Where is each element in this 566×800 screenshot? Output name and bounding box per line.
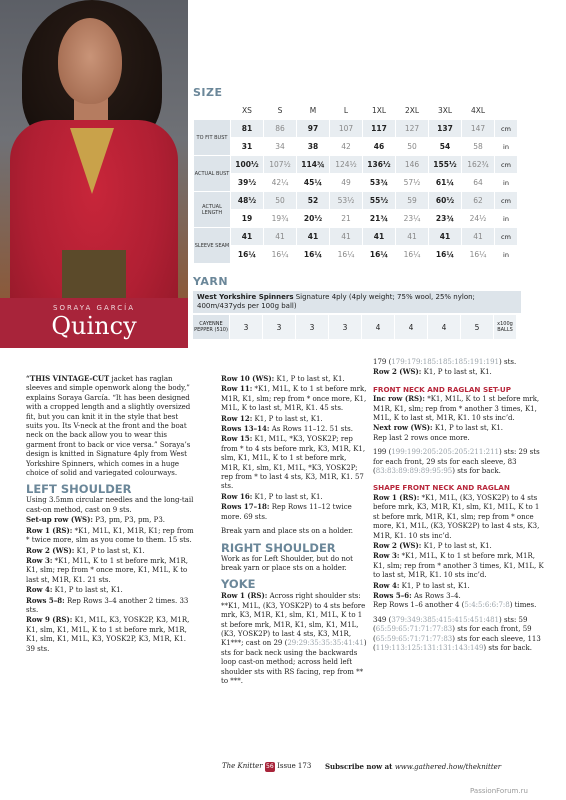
designer-name: SORAYA GARCÍA [53,304,135,312]
size-value: 50 [264,192,297,210]
size-table-body [194,120,518,264]
page-number: 56 [266,763,274,770]
subscribe-line: Subscribe now at www.gathered.how/theknitter [325,762,502,771]
unit-label: in [495,210,518,228]
size-value: 20½ [297,210,330,228]
unit-label: cm [495,156,518,174]
yarn-balls: 4 [428,315,461,339]
page-footer [222,762,552,772]
size-value: 97 [297,120,330,138]
size-row [194,210,518,228]
yarn-balls: 3 [263,315,296,339]
size-value: 16¼ [396,246,429,264]
size-value: 58 [462,138,495,156]
size-header: 1XL [363,102,396,120]
size-value: 55½ [363,192,396,210]
size-row [194,228,518,246]
yarn-balls: 3 [329,315,362,339]
size-value: 62 [462,192,495,210]
section-heading-front-neck: FRONT NECK AND RAGLAN SET-UP [373,384,511,394]
size-header: 3XL [429,102,462,120]
size-table [193,101,518,264]
yarn-unit: x100g BALLS [494,315,517,339]
size-value: 136½ [363,156,396,174]
unit-label: in [495,246,518,264]
yarn-description: West Yorkshire Spinners Signature 4ply (4ply weight; 75% wool, 25% nylon; 400m/437yds per 100g ball) [193,291,521,313]
size-value: 114¾ [297,156,330,174]
section-heading-left-shoulder: LEFT SHOULDER [26,482,132,497]
size-value: 137 [429,120,462,138]
model-photo [0,0,188,348]
section-heading-right-shoulder: RIGHT SHOULDER [221,540,336,555]
size-value: 45¼ [297,174,330,192]
size-row [194,138,518,156]
size-row [194,192,518,210]
size-header: 4XL [462,102,495,120]
size-value: 64 [462,174,495,192]
size-row [194,174,518,192]
photo-caption [0,298,188,348]
size-value: 16¼ [363,246,396,264]
text-column-1: “THIS VINTAGE-CUT jacket has raglan sleeves and simple openwork along the body,” explains Soraya García. “It has been designed with a cropped length and a slightly oversized fit, but you can knit it in the style that best suits you. Its V-neck at the front and the boat neck on the back allow you to wear this garment front to back or vice versa.” Soraya’s design is knitted in Signature 4ply from West Yorkshire Spinners, which comes in a huge choice of solid and variegated colourways. LEFT SHOULDER Using 3.5mm circular needles and the long-tail cast-on method, cast on 9 sts. Set-up row (WS): P3, pm, P3, pm, P3. Row 1 (RS): *K1, M1L, K1, M1R, K1; rep from * twice more, slm as you come to them. 15 sts. Row 2 (WS): K1, P to last st, K1. Row 3: *K1, M1L, K to 1 st before mrk, M1R, K1, slm; rep from * once more, K1, M1L, K to last st, M1R, K1. 21 sts. Row 4: K1, P to last st, K1. Rows 5–8: Rep Rows 3–4 another 2 times. 33 sts. Row 9 (RS): K1, M1L, K3, YOSK2P, K3, M1R, K1, slm, K1, M1L, K to 1 st before mrk, M1R, K1, slm, K1, M1L, K3, YOSK2P, K3, M1R, K1. 39 sts. [26,374,194,653]
size-value: 107 [330,120,363,138]
size-header: 2XL [396,102,429,120]
size-value: 50 [396,138,429,156]
size-value: 34 [264,138,297,156]
size-value: 146 [396,156,429,174]
measurement-label: ACTUAL BUST [194,156,231,192]
yarn-table [193,291,521,339]
size-value: 60½ [429,192,462,210]
size-row [194,156,518,174]
unit-label: in [495,174,518,192]
size-row [194,246,518,264]
size-value: 147 [462,120,495,138]
size-value: 61¼ [429,174,462,192]
size-value: 41 [396,228,429,246]
size-value: 124½ [330,156,363,174]
yarn-heading: YARN [193,275,229,288]
section-heading-yoke: YOKE [221,577,256,592]
measurement-label: TO FIT BUST [194,120,231,156]
size-value: 39½ [231,174,264,192]
intro-paragraph: “THIS VINTAGE-CUT jacket has raglan sleeves and simple openwork along the body,” explains Soraya García. “It has been designed with a cropped length and a slightly oversized fit, but you can knit it in the style that best suits you. Its V-neck at the front and the boat neck on the back allow you to wear this garment front to back or vice versa.” Soraya’s design is knitted in Signature 4ply from West Yorkshire Spinners, which comes in a huge choice of solid and variegated colourways. [26,374,191,478]
size-value: 16¼ [429,246,462,264]
size-value: 53¾ [363,174,396,192]
size-value: 127 [396,120,429,138]
size-value: 16¼ [330,246,363,264]
size-value: 16¼ [297,246,330,264]
section-heading-shape-front-neck: SHAPE FRONT NECK AND RAGLAN [373,483,510,493]
size-value: 48½ [231,192,264,210]
size-value: 41 [363,228,396,246]
size-value: 42 [330,138,363,156]
size-value: 46 [363,138,396,156]
size-value: 81 [231,120,264,138]
size-value: 38 [297,138,330,156]
unit-label: in [495,138,518,156]
yarn-balls: 3 [296,315,329,339]
size-value: 117 [363,120,396,138]
size-row [194,120,518,138]
yarn-amount-row [193,315,521,339]
yarn-balls: 5 [461,315,494,339]
size-header: XS [231,102,264,120]
issue-number: Issue 173 [277,762,312,770]
measurement-label: SLEEVE SEAM [194,228,231,264]
size-header: S [264,102,297,120]
size-value: 21¾ [363,210,396,228]
size-value: 41 [297,228,330,246]
size-value: 16¼ [231,246,264,264]
size-value: 100½ [231,156,264,174]
size-value: 155½ [429,156,462,174]
size-value: 42¼ [264,174,297,192]
size-value: 23¾ [429,210,462,228]
size-value: 16¼ [462,246,495,264]
size-value: 52 [297,192,330,210]
size-value: 86 [264,120,297,138]
subscribe-link[interactable]: www.gathered.how/theknitter [394,763,502,771]
yarn-balls: 4 [362,315,395,339]
size-value: 57½ [396,174,429,192]
size-value: 31 [231,138,264,156]
size-value: 41 [264,228,297,246]
watermark: PassionForum.ru [470,787,528,795]
size-value: 59 [396,192,429,210]
size-value: 49 [330,174,363,192]
size-value: 54 [429,138,462,156]
text-column-3: 179 (179:179:185:185:185:191:191) sts. Row 2 (WS): K1, P to last st, K1. FRONT NECK AND RAGLAN SET-UP Inc row (RS): *K1, M1L, K to 1 st before mrk, M1R, K1, slm; rep from * another 3 times, K1, M1L, K to last st, M1R, K1. 10 sts inc’d. Next row (WS): K1, P to last st, K1. Rep last 2 rows once more. 199 (199:199:205:205:205:211:211) sts: 29 sts for each front, 29 sts for each sleeve, 83 (83:83:89:89:89:95:95) sts for back. SHAPE FRONT NECK AND RAGLAN Row 1 (RS): *K1, M1L, (K3, YOSK2P) to 4 sts before mrk, K3, M1R, K1, slm, K1, M1L, K to 1 st before mrk, M1R, K1, slm; rep from * once more, K1, M1L, (K3, YOSK2P) to last 4 sts, K3, M1R, K1. 10 sts inc’d. Row 2 (WS): K1, P to last st, K1. Row 3: *K1, M1L, K to 1 st before mrk, M1R, K1, slm; rep from * another 3 times, K1, M1L, K to last st, M1R, K1. 10 sts inc’d. Row 4: K1, P to last st, K1. Rows 5–6: As Rows 3–4. Rep Rows 1–6 another 4 (5:4:5:6:6:7:8) times. 349 (379:349:385:415:415:451:481) sts: 59 (65:59:65:71:71:77:83) sts for each front, 59 (65:59:65:71:71:77:83) sts for each sleeve, 113 (119:113:125:131:131:143:149) sts for back. [373,358,544,652]
size-value: 19 [231,210,264,228]
size-value: 53½ [330,192,363,210]
yarn-shade-label: CAYENNE PEPPER (510) [193,315,230,339]
text-column-2: Row 10 (WS): K1, P to last st, K1. Row 11: *K1, M1L, K to 1 st before mrk, M1R, K1, slm; rep from * once more, K1, M1L, K to last st, M1R, K1. 45 sts. Row 12: K1, P to last st, K1. Rows 13–14: As Rows 11–12. 51 sts. Row 15: K1, M1L, *K3, YOSK2P; rep from * to 4 sts before mrk, K3, M1R, K1, slm, K1, M1L, K to 1 st before mrk, M1R, K1, slm, K1, M1L, *K3, YOSK2P; rep from * to last 4 sts, K3, M1R, K1. 57 sts. Row 16: K1, P to last st, K1. Rows 17–18: Rep Rows 11–12 twice more. 69 sts. Break yarn and place sts on a holder. RIGHT SHOULDER Work as for Left Shoulder, but do not break yarn or place sts on a holder. YOKE Row 1 (RS): Across right shoulder sts: **K1, M1L, (K3, YOSK2P) to 4 sts before mrk, K3, M1R, K1, slm, K1, M1L, K to 1 st before mrk, M1R, K1, slm, K1, M1L, (K3, YOSK2P) to last 4 sts, K3, M1R, K1***; cast on 29 (29:29:35:35:35:41:41) sts for back neck using the backwards loop cast-on method; across held left shoulder sts with RS facing, rep from ** to ***. [221,374,367,685]
size-value: 16¼ [264,246,297,264]
size-value: 23¼ [396,210,429,228]
size-value: 41 [330,228,363,246]
magazine-name: The Knitter [222,762,263,770]
size-value: 41 [231,228,264,246]
yarn-balls: 4 [395,315,428,339]
size-value: 107½ [264,156,297,174]
size-value: 21 [330,210,363,228]
size-value: 24½ [462,210,495,228]
size-value: 41 [462,228,495,246]
unit-label: cm [495,192,518,210]
size-heading: SIZE [193,86,223,99]
unit-label: cm [495,228,518,246]
yarn-balls: 3 [230,315,263,339]
size-value: 19¾ [264,210,297,228]
measurement-label: ACTUAL LENGTH [194,192,231,228]
pattern-title: Quincy [51,312,137,340]
size-header: M [297,102,330,120]
size-value: 41 [429,228,462,246]
unit-label: cm [495,120,518,138]
size-header: L [330,102,363,120]
size-value: 162¾ [462,156,495,174]
